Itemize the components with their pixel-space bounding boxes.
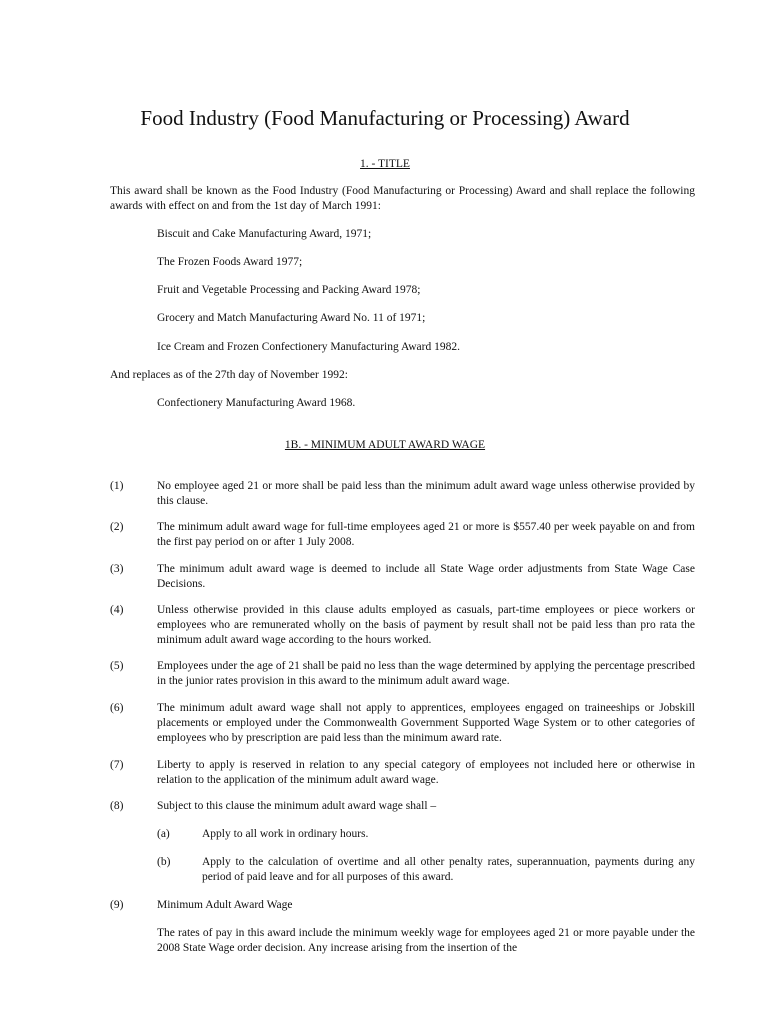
clause-text: Liberty to apply is reserved in relation to any special category of employees not included here or otherwise in relation to the application of the minimum adult award wage.	[157, 759, 695, 786]
clause-text: The minimum adult award wage for full-time employees aged 21 or more is $557.40 per week payable on and from the first pay period on or after 1 July 2008.	[157, 521, 695, 548]
subclause-text: Apply to the calculation of overtime and all other penalty rates, superannuation, payments during any period of paid leave and for all purposes of this award.	[202, 856, 695, 883]
clause-number: (6)	[110, 702, 124, 714]
clause-text: No employee aged 21 or more shall be paid less than the minimum adult award wage unless otherwise provided by this clause.	[157, 480, 695, 507]
section-heading-title: 1. - TITLE	[360, 158, 410, 170]
clause-number: (7)	[110, 759, 124, 771]
subclause-number: (b)	[157, 856, 171, 868]
section-heading-minimum-wage: 1B. - MINIMUM ADULT AWARD WAGE	[284, 439, 486, 451]
clause-number: (3)	[110, 563, 124, 575]
subclause-number: (a)	[157, 828, 170, 840]
replaces-as-of: And replaces as of the 27th day of November 1992:	[110, 369, 348, 381]
replaced-award-3: Fruit and Vegetable Processing and Packing Award 1978;	[157, 284, 421, 296]
intro-paragraph: This award shall be known as the Food Industry (Food Manufacturing or Processing) Award and shall replace the following awards with effect on and from the 1st day of March 1991:	[110, 185, 695, 212]
clause-text: Subject to this clause the minimum adult award wage shall –	[157, 800, 437, 812]
clause-heading: Minimum Adult Award Wage	[157, 899, 293, 911]
clause-text: The minimum adult award wage shall not apply to apprentices, employees engaged on traineeships or Jobskill placements or employed under the Commonwealth Government Supported Wage System or to other categories of employees who by prescription are paid less than the minimum award rate.	[157, 702, 695, 744]
clause-number: (8)	[110, 800, 124, 812]
clause-text: The minimum adult award wage is deemed to include all State Wage order adjustments from State Wage Case Decisions.	[157, 563, 695, 590]
clause-number: (1)	[110, 480, 124, 492]
clause-number: (2)	[110, 521, 124, 533]
subclause-text: Apply to all work in ordinary hours.	[202, 828, 369, 840]
replaced-award-1: Biscuit and Cake Manufacturing Award, 1971;	[157, 228, 372, 240]
later-replaced-award: Confectionery Manufacturing Award 1968.	[157, 397, 356, 409]
document-title: Food Industry (Food Manufacturing or Processing) Award	[140, 106, 630, 130]
replaced-award-5: Ice Cream and Frozen Confectionery Manufacturing Award 1982.	[157, 341, 460, 353]
clause-number: (9)	[110, 899, 124, 911]
clause-number: (4)	[110, 604, 124, 616]
clause-text: Employees under the age of 21 shall be paid no less than the wage determined by applying the percentage prescribed in the junior rates provision in this award to the minimum adult award wage.	[157, 660, 695, 687]
clause-number: (5)	[110, 660, 124, 672]
clause-text: Unless otherwise provided in this clause adults employed as casuals, part-time employees or piece workers or employees who are remunerated wholly on the basis of payment by result shall not be paid less than pro rata the minimum adult award wage according to the hours worked.	[157, 604, 695, 646]
clause-9-body: The rates of pay in this award include the minimum weekly wage for employees aged 21 or more payable under the 2008 State Wage order decision. Any increase arising from the insertion of the	[157, 927, 695, 954]
replaced-award-2: The Frozen Foods Award 1977;	[157, 256, 303, 268]
replaced-award-4: Grocery and Match Manufacturing Award No. 11 of 1971;	[157, 312, 426, 324]
